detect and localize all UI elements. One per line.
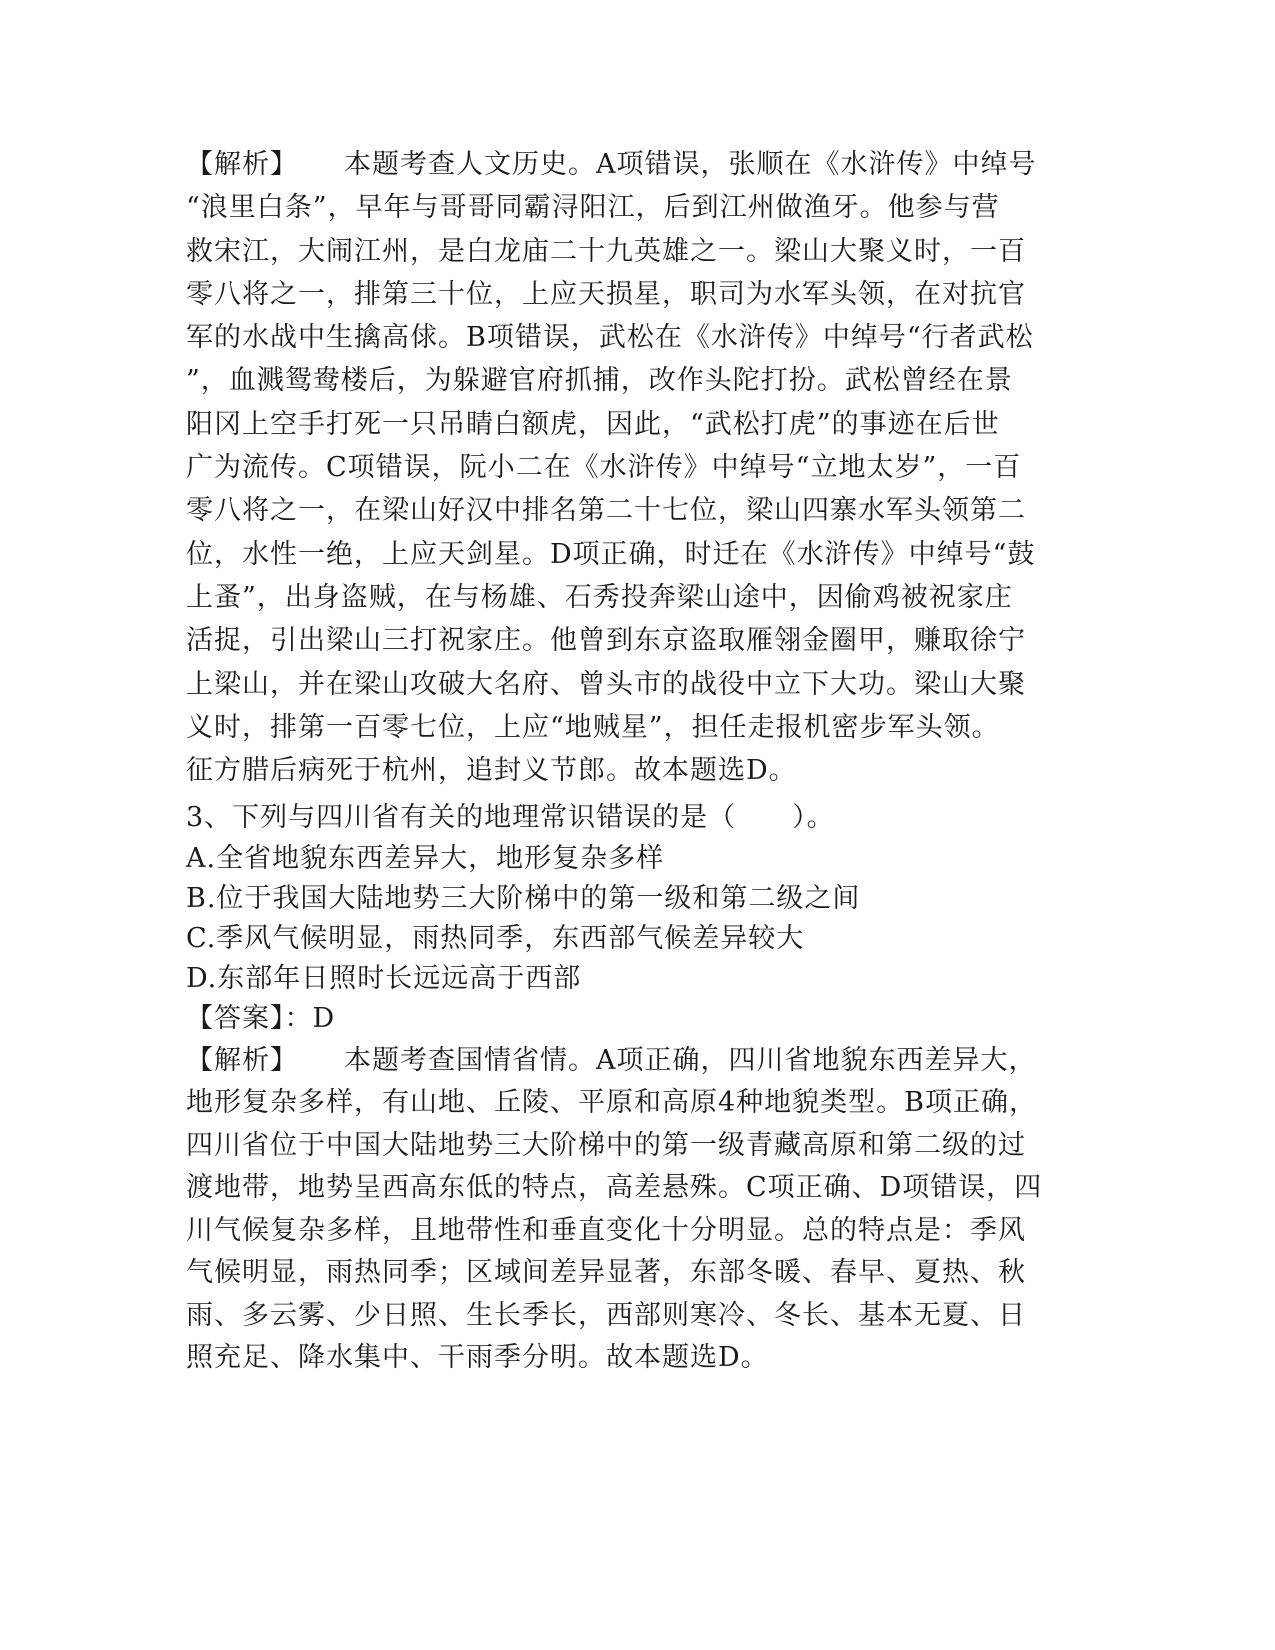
option-c: C.季风气候明显，雨热同季，东西部气候差异较大 — [186, 923, 805, 955]
analysis-text-line: 本题考查国情省情。A项正确，四川省地貌东西差异大， — [344, 1044, 1037, 1076]
analysis-text-line: 征方腊后病死于杭州，追封义节郎。故本题选D。 — [186, 755, 797, 787]
analysis-text-line: 雨、多云雾、少日照、生长季长，西部则寒冷、冬长、基本无夏、日 — [186, 1299, 1026, 1331]
analysis-text-line: 军的水战中生擒高俅。B项错误，武松在《水浒传》中绰号“行者武松 — [186, 322, 1034, 354]
analysis-text-line: 活捉，引出梁山三打祝家庄。他曾到东京盗取雁翎金圈甲，赚取徐宁 — [186, 625, 1026, 657]
analysis-text-line: “浪里白条”，早年与哥哥同霸浔阳江，后到江州做渔牙。他参与营 — [186, 192, 1000, 224]
analysis-text-line: 川气候复杂多样，且地带性和垂直变化十分明显。总的特点是：季风 — [186, 1214, 1026, 1246]
analysis-first-line — [186, 143, 1076, 186]
analysis-text-line: 零八将之一，排第三十位，上应天损星，职司为水军头领，在对抗官 — [186, 278, 1026, 310]
analysis-text-line: 零八将之一，在梁山好汉中排名第二十七位，梁山四寨水军头领第二 — [186, 495, 1026, 527]
analysis-text-line: 照充足、降水集中、干雨季分明。故本题选D。 — [186, 1342, 769, 1374]
option-d: D.东部年日照时长远远高于西部 — [186, 963, 582, 995]
analysis-text-line: ”，血溅鸳鸯楼后，为躲避官府抓捕，改作头陀打扮。武松曾经在景 — [186, 365, 1013, 397]
analysis-text-line: 救宋江，大闹江州，是白龙庙二十九英雄之一。梁山大聚义时，一百 — [186, 235, 1026, 267]
analysis-text-line: 位，水性一绝，上应天剑星。D项正确，时迁在《水浒传》中绰号“鼓 — [186, 538, 1036, 570]
option-a: A.全省地貌东西差异大，地形复杂多样 — [186, 842, 665, 874]
analysis-section-2 — [186, 1040, 1076, 1380]
analysis-text-line: 气候明显，雨热同季；区域间差异显著，东部冬暖、春早、夏热、秋 — [186, 1257, 1026, 1289]
analysis-label: 【解析】 — [186, 149, 298, 180]
analysis-text-line: 本题考查人文历史。A项错误，张顺在《水浒传》中绰号 — [344, 149, 1037, 180]
analysis-text-line: 地形复杂多样，有山地、丘陵、平原和高原4种地貌类型。B项正确， — [186, 1087, 1038, 1119]
analysis-text-line: 渡地带，地势呈西高东低的特点，高差悬殊。C项正确、D项错误，四 — [186, 1172, 1043, 1204]
analysis-text-line: 广为流传。C项错误，阮小二在《水浒传》中绰号“立地太岁”，一百 — [186, 452, 1022, 484]
analysis-text-line: 上梁山，并在梁山攻破大名府、曾头市的战役中立下大功。梁山大聚 — [186, 668, 1026, 700]
option-b: B.位于我国大陆地势三大阶梯中的第一级和第二级之间 — [186, 882, 861, 914]
analysis-text-line: 阳冈上空手打死一只吊睛白额虎，因此，“武松打虎”的事迹在后世 — [186, 408, 1000, 440]
analysis-text-line: 上蚤”，出身盗贼，在与杨雄、石秀投奔梁山途中，因偷鸡被祝家庄 — [186, 581, 1013, 613]
analysis-text-line: 义时，排第一百零七位，上应“地贼星”，担任走报机密步军头领。 — [186, 711, 1000, 743]
document-page — [186, 143, 1076, 1380]
analysis-text-line: 四川省位于中国大陆地势三大阶梯中的第一级青藏高原和第二级的过 — [186, 1129, 1026, 1161]
question-stem: 3、下列与四川省有关的地理常识错误的是（ ）。 — [186, 802, 835, 834]
analysis-section-1 — [186, 143, 1076, 792]
analysis-label: 【解析】 — [186, 1044, 298, 1076]
answer-line: 【答案】：D — [186, 1003, 336, 1035]
question-3 — [186, 798, 1076, 1039]
analysis-first-line — [186, 1040, 1076, 1083]
